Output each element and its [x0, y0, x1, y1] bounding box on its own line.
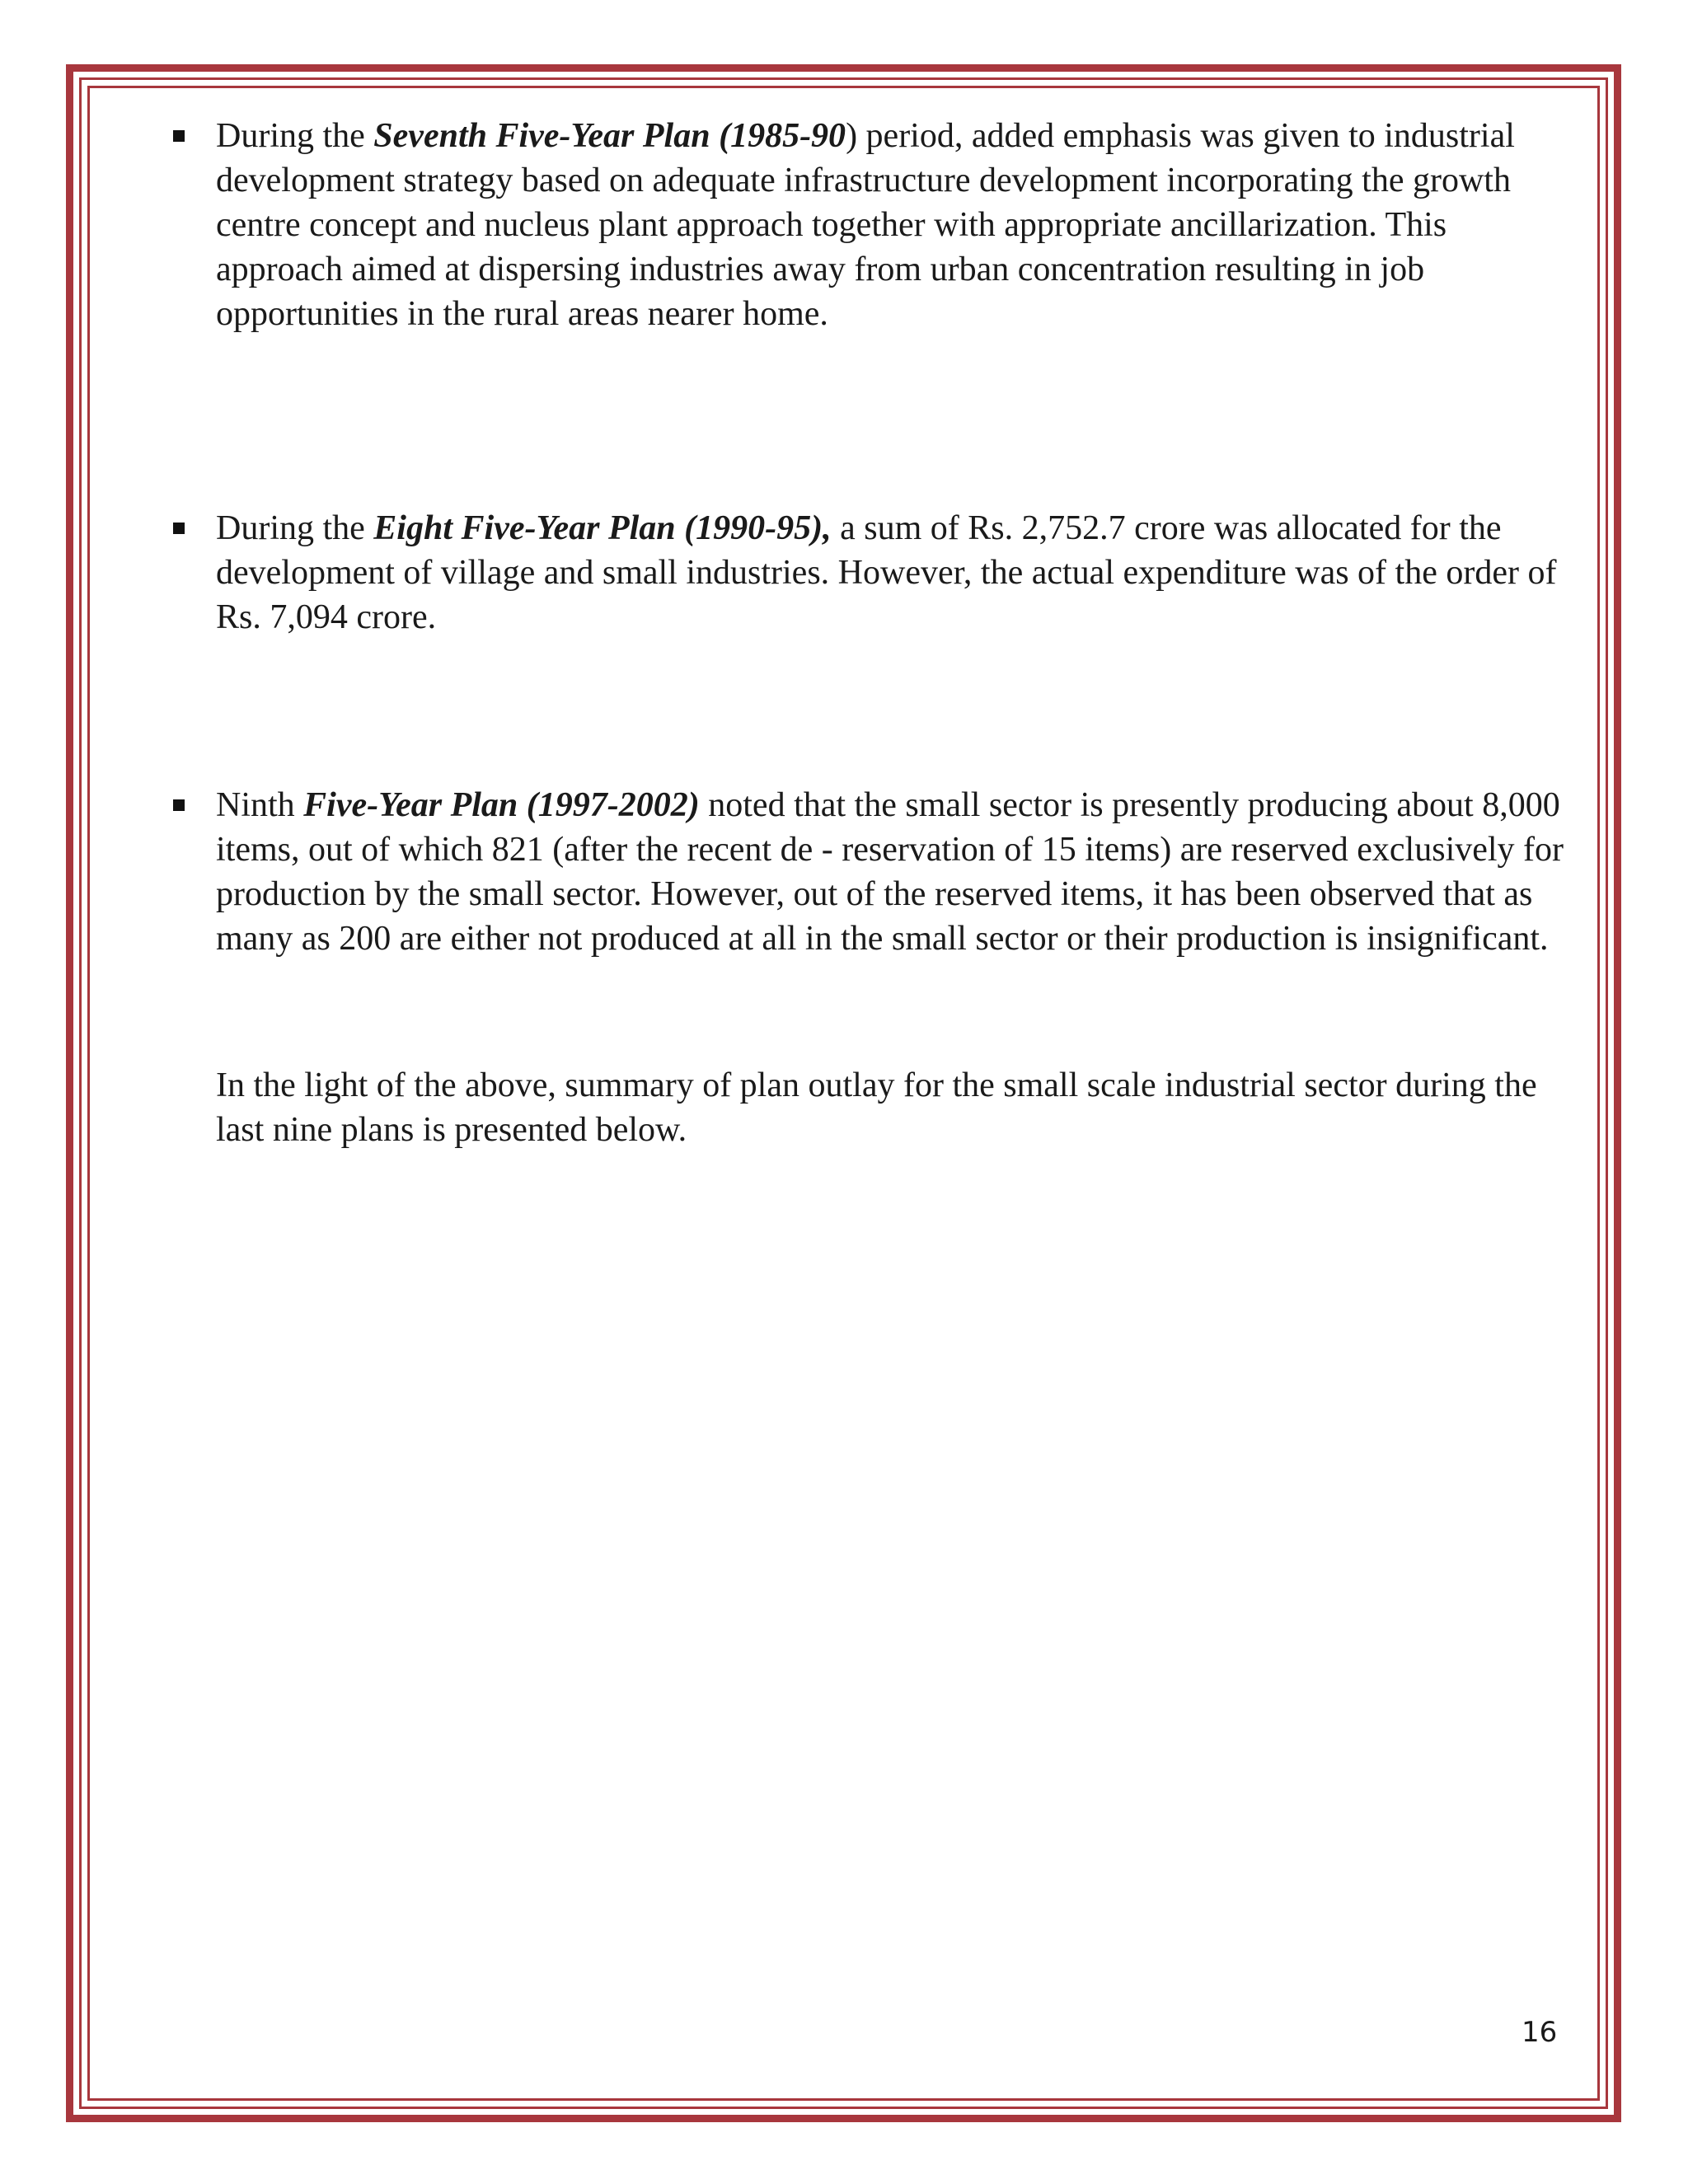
ninth-plan-body: noted that the small sector is presently producing about 8,000 items, out of which 821 (after the recent de - reservation of 15 items) are reserved exclusively for production by the small sector. However, out of the reserved items, it has been observed that as many as 200 are either not produced at all in the small sector or their production is insignificant. [216, 786, 1564, 958]
eighth-plan-lead: During the [216, 509, 374, 547]
eighth-plan-paragraph [216, 506, 1568, 640]
page-number: 16 [1522, 2016, 1558, 2049]
square-bullet-icon [173, 799, 185, 811]
eighth-plan-body: a sum of Rs. 2,752.7 crore was allocated for the development of village and small industries. However, the actual expenditure was of the order of Rs. 7,094 crore. [216, 509, 1557, 636]
ninth-plan-lead: Ninth [216, 786, 304, 824]
summary-block [216, 1063, 1568, 1152]
ninth-plan-paragraph [216, 783, 1568, 961]
square-bullet-icon [173, 523, 185, 534]
ninth-plan-item [216, 783, 1568, 961]
ninth-plan-title: Five-Year Plan (1997-2002) [303, 786, 700, 824]
seventh-plan-lead: During the [216, 117, 374, 155]
eighth-plan-item [216, 506, 1568, 640]
eighth-plan-title: Eight Five-Year Plan (1990-95), [373, 509, 832, 547]
summary-paragraph: In the light of the above, summary of plan outlay for the small scale industrial sector during the last nine plans is presented below. [216, 1066, 1537, 1149]
seventh-plan-body: ) period, added emphasis was given to industrial development strategy based on adequate infrastructure development incorporating the growth centre concept and nucleus plant approach together with appropriate ancillarization. This approach aimed at dispersing industries away from urban concentration resulting in job opportunities in the rural areas nearer home. [216, 117, 1515, 333]
seventh-plan-item [216, 114, 1568, 336]
seventh-plan-paragraph [216, 114, 1568, 336]
seventh-plan-title: Seventh Five-Year Plan (1985-90 [373, 117, 846, 155]
square-bullet-icon [173, 130, 185, 142]
